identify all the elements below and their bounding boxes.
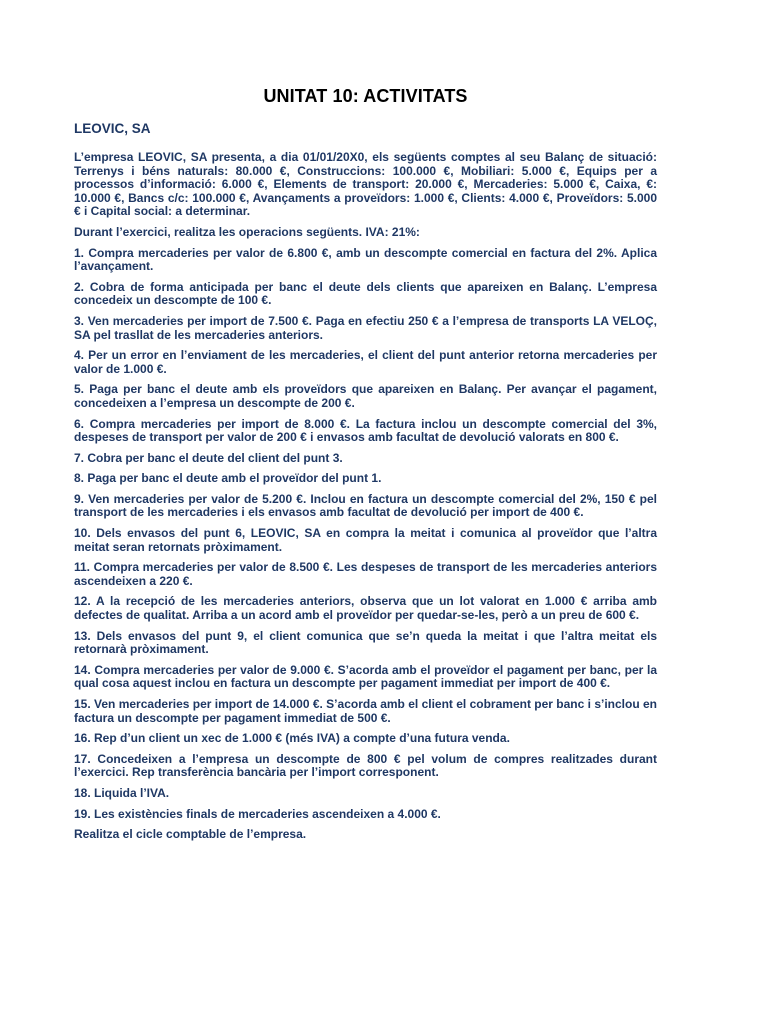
operation-item: 2. Cobra de forma anticipada per banc el deute dels clients que apareixen en Balanç. L’empresa concedeix un descompte de 100 €.: [74, 279, 657, 308]
operation-item: 9. Ven mercaderies per valor de 5.200 €. Inclou en factura un descompte comercial del 2%, 150 € pel transport de les mercaderies i els envasos amb facultat de devolució per import de 400 €.: [74, 491, 657, 520]
operations-list: [74, 247, 657, 822]
operation-item: 5. Paga per banc el deute amb els proveïdors que apareixen en Balanç. Per avançar el pagament, concedeixen a l’empresa un descompte de 200 €.: [74, 382, 657, 410]
operation-item: 7. Cobra per banc el deute del client del punt 3.: [74, 450, 343, 465]
operation-item: 6. Compra mercaderies per import de 8.000 €. La factura inclou un descompte comercial del 3%, despeses de transport per valor de 200 € i envasos amb facultat de devolució valorats en 800 €.: [74, 416, 657, 445]
exercise-intro: Durant l’exercici, realitza les operacions següents. IVA: 21%:: [74, 224, 420, 239]
operation-item: 10. Dels envasos del punt 6, LEOVIC, SA en compra la meitat i comunica al proveïdor que l’altra meitat seran retornats pròximament.: [74, 526, 657, 554]
operation-item: 8. Paga per banc el deute amb el proveïdor del punt 1.: [74, 471, 382, 486]
operation-item: 12. A la recepció de les mercaderies anteriors, observa que un lot valorat en 1.000 € arriba amb defectes de qualitat. Arriba a un acord amb el proveïdor per quedar-se-les, però a un preu de 600 €.: [74, 594, 657, 623]
document-body: [74, 151, 657, 849]
company-name: LEOVIC, SA: [74, 121, 151, 136]
operation-item: 3. Ven mercaderies per import de 7.500 €. Paga en efectiu 250 € a l’empresa de transports LA VELOÇ, SA pel trasllat de les mercaderies anteriors.: [74, 313, 657, 342]
operation-item: 17. Concedeixen a l’empresa un descompte de 800 € pel volum de compres realitzades durant l’exercici. Rep transferència bancària per l’import corresponent.: [74, 751, 657, 780]
closing-instruction: Realitza el cicle comptable de l’empresa.: [74, 827, 307, 842]
operation-item: 15. Ven mercaderies per import de 14.000 €. S’acorda amb el client el cobrament per banc i s’inclou en factura un descompte per pagament immediat de 500 €.: [74, 697, 657, 725]
intro-paragraph: L’empresa LEOVIC, SA presenta, a dia 01/01/20X0, els següents comptes al seu Balanç de situació: Terrenys i béns naturals: 80.000 €, Construccions: 100.000 €, Mobiliari: 5.000 €, Equips per a processos d’informació: 6.000 €, Elements de transport: 20.000 €, Mercaderies: 5.000 €, Caixa, €: 10.000 €, Bancs c/c: 100.000 €, Avançaments a proveïdors: 1.000 €, Clients: 4.000 €, Proveïdors: 5.000 € i Capital social: a determinar.: [74, 150, 657, 219]
operation-item: 11. Compra mercaderies per valor de 8.500 €. Les despeses de transport de les mercaderies anteriors ascendeixen a 220 €.: [74, 560, 657, 588]
operation-item: 4. Per un error en l’enviament de les mercaderies, el client del punt anterior retorna mercaderies per valor de 1.000 €.: [74, 348, 657, 376]
operation-item: 18. Liquida l’IVA.: [74, 785, 170, 800]
operation-item: 13. Dels envasos del punt 9, el client comunica que se’n queda la meitat i que l’altra meitat els retornarà pròximament.: [74, 628, 657, 657]
operation-item: 1. Compra mercaderies per valor de 6.800 €, amb un descompte comercial en factura del 2%. Aplica l’avançament.: [74, 245, 657, 274]
operation-item: 19. Les existències finals de mercaderies ascendeixen a 4.000 €.: [74, 806, 441, 821]
page-title: UNITAT 10: ACTIVITATS: [263, 86, 468, 106]
operation-item: 16. Rep d’un client un xec de 1.000 € (més IVA) a compte d’una futura venda.: [74, 731, 510, 746]
operation-item: 14. Compra mercaderies per valor de 9.000 €. S’acorda amb el proveïdor el pagament per banc, per la qual cosa aquest inclou en factura un descompte per pagament immediat per import de 400 €.: [74, 662, 657, 691]
